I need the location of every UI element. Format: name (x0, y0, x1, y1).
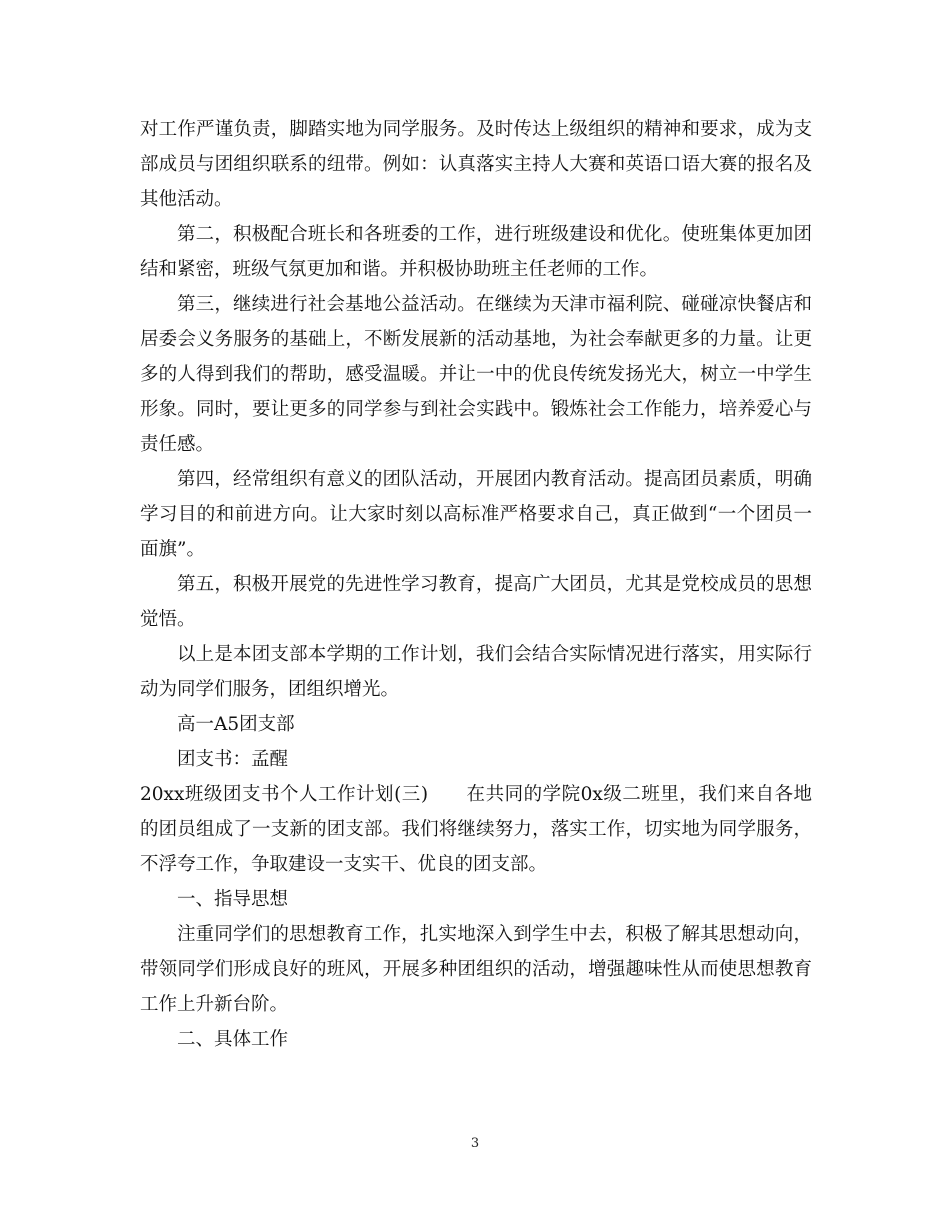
paragraph-second-point: 第二，积极配合班长和各班委的工作，进行班级建设和优化。使班集体更加团结和紧密，班级气氛更加和谐。并积极协助班主任老师的工作。 (140, 224, 812, 280)
paragraph-fourth-point: 第四，经常组织有意义的团队活动，开展团内教育活动。提高团员素质，明确学习目的和前进方向。让大家时刻以高标准严格要求自己，真正做到“一个团员一面旗”。 (140, 469, 812, 560)
heading-guiding-thought: 一、指导思想 (177, 889, 289, 910)
document-body (140, 112, 812, 1057)
signature-secretary: 团支书：孟醒 (177, 749, 289, 770)
heading-specific-work: 二、具体工作 (177, 1029, 289, 1050)
paragraph-fifth-point: 第五，积极开展党的先进性学习教育，提高广大团员，尤其是党校成员的思想觉悟。 (140, 574, 812, 630)
section-intro-paragraph (140, 777, 812, 882)
paragraph-continuation: 对工作严谨负责，脚踏实地为同学服务。及时传达上级组织的精神和要求，成为支部成员与团组织联系的纽带。例如：认真落实主持人大赛和英语口语大赛的报名及其他活动。 (140, 119, 812, 210)
paragraph-summary: 以上是本团支部本学期的工作计划，我们会结合实际情况进行落实，用实际行动为同学们服务，团组织增光。 (140, 644, 812, 700)
signature-organization: 高一A5团支部 (177, 714, 295, 735)
section-title: 20xx班级团支书个人工作计划(三) (140, 784, 429, 805)
paragraph-guiding-thought: 注重同学们的思想教育工作，扎实地深入到学生中去，积极了解其思想动向，带领同学们形成良好的班风，开展多种团组织的活动，增强趣味性从而使思想教育工作上升新台阶。 (140, 924, 812, 1015)
page-number: 3 (470, 1136, 480, 1151)
section-intro-text: 在共同的学院0x级二班里，我们来自各地的团员组成了一支新的团支部。我们将继续努力，落实工作，切实地为同学服务，不浮夸工作，争取建设一支实干、优良的团支部。 (140, 784, 812, 875)
paragraph-third-point: 第三，继续进行社会基地公益活动。在继续为天津市福利院、碰碰凉快餐店和居委会义务服务的基础上，不断发展新的活动基地，为社会奉献更多的力量。让更多的人得到我们的帮助，感受温暖。并让一中的优良传统发扬光大，树立一中学生形象。同时，要让更多的同学参与到社会实践中。锻炼社会工作能力，培养爱心与责任感。 (140, 294, 812, 455)
